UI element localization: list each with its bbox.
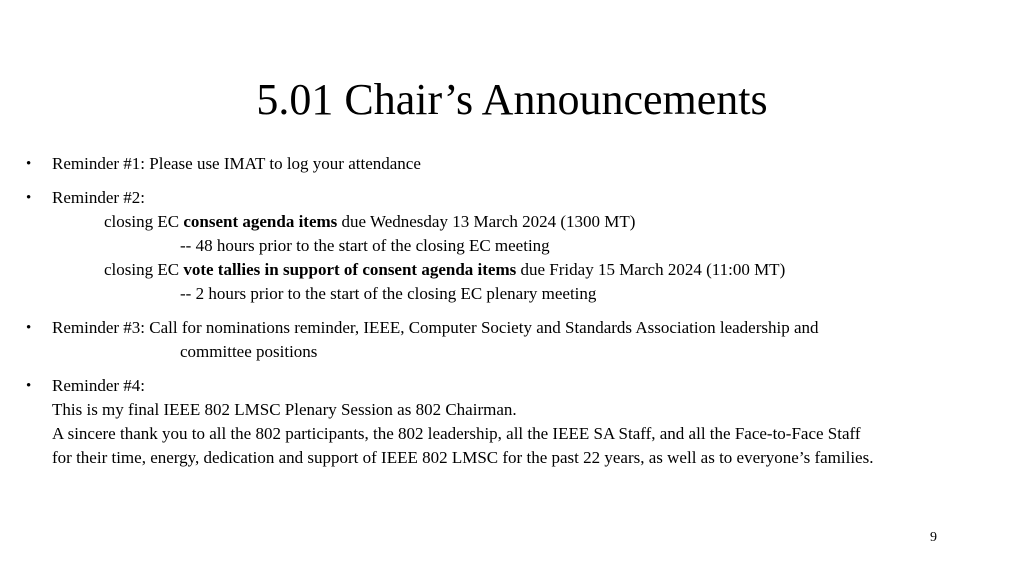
reminder-3-line-1: Reminder #3: Call for nominations reminder, IEEE, Computer Society and Standards Association leadership and bbox=[52, 318, 819, 337]
reminder-2-line3-suffix: due Friday 15 March 2024 (11:00 MT) bbox=[516, 260, 786, 279]
reminder-2-tally-deadline bbox=[52, 258, 1006, 282]
reminder-2-consent-deadline bbox=[52, 210, 1006, 234]
reminder-2-line1-prefix: closing EC bbox=[104, 212, 184, 231]
reminder-2-line1-bold: consent agenda items bbox=[183, 212, 338, 231]
bullet-symbol: • bbox=[26, 190, 32, 206]
reminder-1-text: Reminder #1: Please use IMAT to log your attendance bbox=[52, 154, 421, 173]
reminder-2-heading: Reminder #2: bbox=[52, 188, 146, 207]
reminder-4-line-3: for their time, energy, dedication and support of IEEE 802 LMSC for the past 22 years, as well as to everyone’s families. bbox=[52, 448, 874, 467]
bullet-symbol: • bbox=[26, 320, 32, 336]
page-number: 9 bbox=[930, 530, 937, 545]
reminder-4-line-1: This is my final IEEE 802 LMSC Plenary Session as 802 Chairman. bbox=[52, 400, 517, 419]
reminder-2-line3-bold: vote tallies in support of consent agenda items bbox=[183, 260, 517, 279]
slide-title: 5.01 Chair’s Announcements bbox=[256, 75, 768, 124]
bullet-symbol: • bbox=[26, 378, 32, 394]
reminder-2-line1-suffix: due Wednesday 13 March 2024 (1300 MT) bbox=[337, 212, 636, 231]
reminder-2-tally-note: -- 2 hours prior to the start of the closing EC plenary meeting bbox=[180, 284, 597, 303]
reminder-4-heading: Reminder #4: bbox=[52, 376, 146, 395]
bullet-symbol: • bbox=[26, 156, 32, 172]
reminder-3-line-2: committee positions bbox=[180, 342, 318, 361]
reminder-4-line-2: A sincere thank you to all the 802 participants, the 802 leadership, all the IEEE SA Staff, and all the Face-to-Face Staff bbox=[52, 424, 861, 443]
bullet-list bbox=[26, 152, 1006, 480]
bullet-reminder-1 bbox=[26, 152, 1006, 176]
bullet-reminder-4 bbox=[26, 374, 1006, 470]
reminder-2-consent-note: -- 48 hours prior to the start of the closing EC meeting bbox=[180, 236, 550, 255]
bullet-reminder-3 bbox=[26, 316, 1006, 364]
bullet-reminder-2 bbox=[26, 186, 1006, 306]
reminder-2-line3-prefix: closing EC bbox=[104, 260, 184, 279]
